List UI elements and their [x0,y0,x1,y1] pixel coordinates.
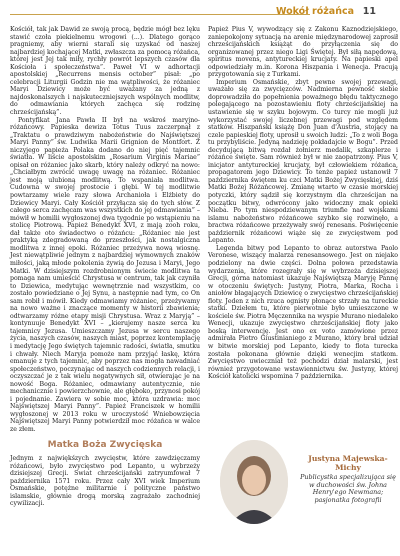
author-bio [300,454,396,504]
author-photo [220,440,288,524]
paragraph: Pontyfikat Jana Pawła II był na wskroś maryjno-różańcowy. Papieska dewiza Totus Tuus zaczerpnął z „Traktatu o prawdziwym nabożeństwie do Najświętszej Maryi Panny” św. Ludwika Marii Grignion de Montfort. Z niczyjego papieża Polaka dodano do niej pięć tajemnic światła. W liście apostolskim „Rosarium Virginis Mariae” opisał on różaniec jako skarb, który należy odkryć na nowo: „Chciałbym zwrócić uwagę uwagę na różaniec. Różaniec jest moją ulubioną modlitwą. To wspaniała modlitwa. Cudowna w swojej prostocie i głębi. W tej modlitwie powtarzamy wiele razy słowa Archanioła i Elżbiety do Dziewicy Maryi. Cały Kościół przyłącza się do tych słów. Z całego serca zachęcam was wszystkich do jej odmawiania” – mówił w homilii wygłoszonej dwa tygodnie po wstąpieniu na stolicę Piotrową. Papież Benedykt XVI, z mają zooh roku, dał także oto świadectwo o różańcu: „Różaniec nie jest praktyką zdegradowaną do przeszłości, jak nostalgiczna modlitwa z innej epoki. Różaniec przeżywa nową wiosnę. Jest niewątpliwie jednym z najbardziej wymownych znaków miłości, jaką młode pokolenia żywią do Jezusa i Maryi, Jego Matki. W dzisiejszym rozdrobnionym świecie modlitwa ta pomaga nam umieścić Chrystusa w centrum, tak jak czyniła to Dziewica, medytując wewnętrznie nad wszystkim, co zostało powiedziane o Jej Synu, a następnie nad tym, co On sam robił i mówił. Kiedy odmawiamy różaniec, przeżywamy na nowo ważne i znaczące momenty w historii zbawienia; odtwarzamy różne etapy misji Chrystusa. Wraz z Maryją” – kontynuuje Benedykt XVI – „kierujemy nasze serca ku tajemnicy Jezusa. Umieszczamy Jezusa w sercu naszego życia, naszych czasów, naszych miast, poprzez kontemplację i medytację Jego świętych tajemnic radości, światła, smutku i chwały. Niech Maryja pomoże nam przyjąć łaskę, która emanuje z tych tajemnic, aby poprzez nas mogła nawadniać społeczeństwo, poczynając od naszych codziennych relacji, i oczyszczać je z tak wielu negatywnych sił, otwierając je na nowość Boga. Różaniec, odmawiany autentycznie, nie mechanicznie i powierzchownie, ale głęboko, przynosi pokój i pojednanie. Zawiera w sobie moc, która uzdrawia: moc Najświętszej Maryi Panny”. Papież Franciszek w homilii wygłoszonej w 2013 roku w uroczystość Wniebowzięcia Najświętszej Maryi Panny potwierdził moc różańca w walce ze złem. [10,116,200,433]
page-number: 11 [362,6,376,17]
section-heading: Matka Boża Zwycięska [47,439,163,450]
right-column [208,26,398,381]
paragraph: Jednym z najwiękśzych zwycięstw, które zawdzięczamy różańcowi, było zwycięstwo pod Lepanto, u wybrzeży dzisiejszej Grecji. Swiat chrześcijański zatryumfował 7 października 1571 roku. Przez cały XVI wiek Imperium Osmańskie, potężne militarnie i polityczne państwo islamskie, głównie drogą morską zagrażało zachodniej cywilizacji. [10,455,200,508]
author-portrait-icon [220,440,288,524]
paragraph: Legenda bitwy pod Lepanto to obraz autorstwa Paolo Veronese, wiszący malarza renesansowego. Jest on niejako podzielony na dwie części. Dolna połowa przedstawia wydarzenia, które rozegrały się w wybrzeża dzisiejszej Grecji, górna natomiast ukazuje Najświętszą Maryję Pannę w otoczeniu świętych: Justyny, Piotra, Marka, Rocha i aniołów błagających Dziewicę o zwycięstwo chrześcijańskiej floty. Jeden z nich rzuca ognisty płonące strzały na tureckie statki. Dziełem tu, które pierwotnie było umieszczone w kościele św. Piotra Męczennika na wyspie Murano niedaleko Wenecji, ukazuje zwycięstwo chrześcijańskiej floty jako boską interwencję. Jest ono ex voto zamówione przez admirała Pietro Giustinianiego z Murano, który brał udział w bitwie morskiej pod Lepanto, kiedy to flota turecka została pokonana głównie dzięki wenecjim statkom. Zwycięstwo uwieczniał też pochodzi dział malarski, jest również przygotowane wstawiennictwu św. Justyny, której Kościół katolicki wspomina 7 października. [208,244,398,381]
paragraph: Imperium Osmańskie, zbyt pewne swojej przewagi, uważało się za zwycięzców. Nadmierna pewność siebie doprowadziła do popełnienia poważnego błędu taktycznego polegającego na pozostawieniu floty chrześcijańskiej na ustawienie się w szyku bojowym. Co turcy nie mogli już wykorzystać swojej liczebnej przewagi pod względem statków. Hiszpański książę Don Juan d'Austria, stojący na czele papieskiej floty, uprosił u swoich ludzi: „To z woli Boga tu przybyliście. Jedyną nadzieję pokładajcie w Bogu”. Przed decydującą bitwą rozdał żołnierz medalik, szkaplerze i różańce święte. Sam również był w nie zaopatrzony. Pius V, inicjator antytureckiej krucjaty, był człowiekiem różańca, propagatorem jego Dziewicy. To tenże papież ustanowił 7 października świętem ku czci Matki Bożej Zwycięskiej, dziś Matki Bożej Różańcowej. Zmianę wtarto w czasie morskiej potyczki, który sądził się korzystnym dla chrześcijan na początku bitwy, odwrócony jako widoczny znak opieki Nieba. Po tym niespodziewanym triumfie nad wojskami islamu nabożeństwo różańcowe szybko się rozwinęło, a bractwa różańcowe przeżywały swój renesans. Poświęcenie październik różańcowi wiąże się ze zwycięstwem pod Lepanto. [208,78,398,245]
author-name: Justyna Majewska-Michy [308,454,388,472]
section-title-header: Wokół różańca [275,6,354,17]
left-column [10,26,200,508]
paragraph: Papież Pius V, wywodzący się z Zakonu Kaznodziejskiego, zaniepokojony sytuacją na arenie międzynarodowej zaprosił chrześcijańskich książąt do przyłączenia się do organizowanej przez niego Ligi Świętej. Był siłą napędową, spiritus movens, antytureckiej krucjaty. Na papieski apel odpowiedziały m.in. Korona Hiszpania i Wenecja. Pracują przygotowania się z Turkami. [208,26,398,79]
page-header [0,6,400,24]
paragraph: Kościół, tak jak Dawid ze swoją procą, będzie mógł bez lęku stawić czoła piekielnemu wrogowi (...). Dlatego gorąco pragniemy, aby wierni starali się uzyskać od naszej najbardziej kochającej Matki, zwłaszcza za pomocą różańca, której jest Jej tak miły, rychły powrót lepszych czasów dla Kościoła i społeczeństwa”. Paweł VI w adhortacji apostolskiej „Recurrens mensis october” pisał: „po celebracji Liturgii Godzin nie ma wątpliwości, że różaniec Maryi Dziewicy może być uważany za jedną z najdoskonalszych i najskuteczniejszych wspólnych modlitw, do odmawiania których zachęca się rodzinę chrześcijańską”. [10,26,200,117]
header-rule [10,14,310,15]
author-description: Publicystka specjalizująca się w duchowości św. Johna Henry'ego Newmana; pasjonatka fotografii [300,473,396,504]
